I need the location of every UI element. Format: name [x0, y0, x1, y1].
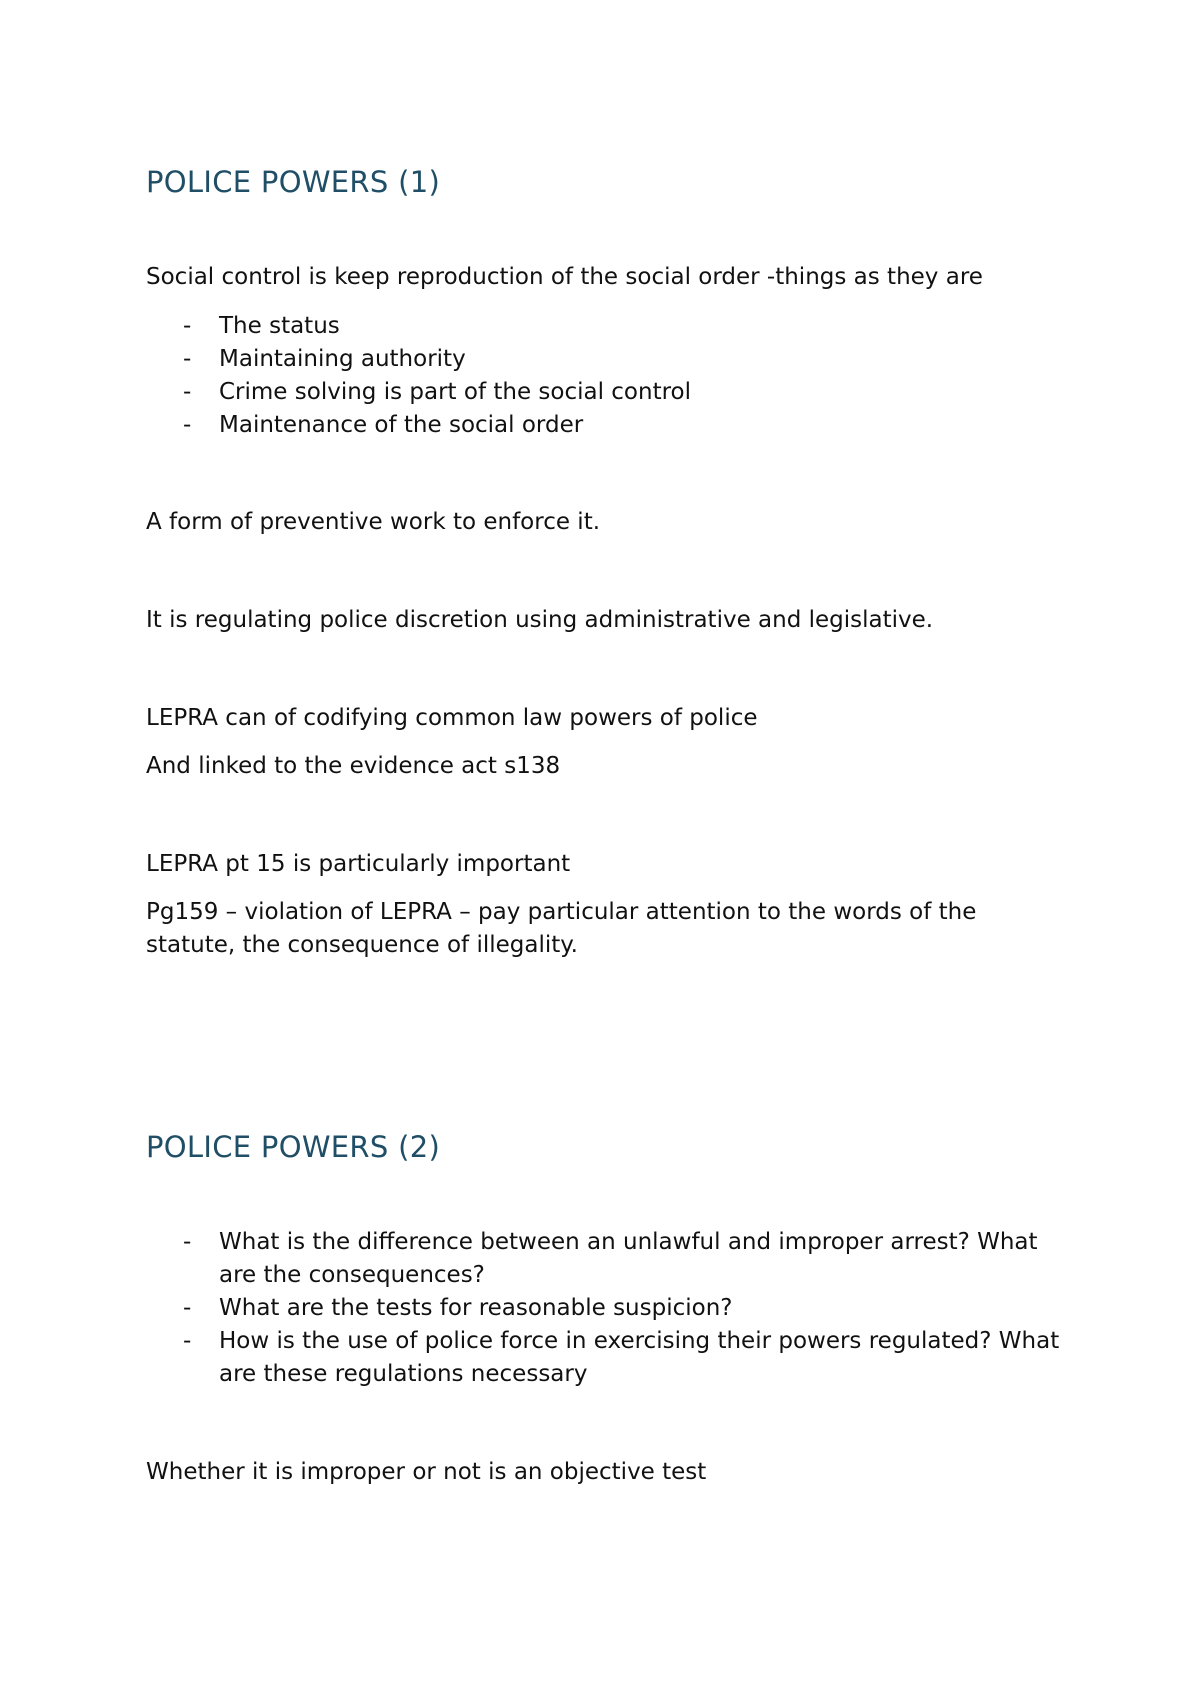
list-item	[146, 310, 1066, 343]
list-item	[146, 343, 1066, 376]
paragraph: LEPRA can of codifying common law powers of police	[146, 705, 758, 731]
section1-intro: Social control is keep reproduction of the social order -things as they are	[146, 264, 983, 290]
bullet-dash: -	[183, 313, 192, 339]
section2-bullet-list	[146, 1226, 1066, 1391]
bullet-dash: -	[183, 1328, 192, 1354]
section1-heading: POLICE POWERS (1)	[146, 165, 441, 199]
paragraph: Pg159 – violation of LEPRA – pay particular attention to the words of the statute, the consequence of illegality.	[146, 899, 977, 958]
list-item-text: The status	[219, 313, 340, 339]
list-item	[146, 1325, 1066, 1391]
list-item-text: What is the difference between an unlawful and improper arrest? What are the consequences?	[219, 1229, 1038, 1288]
paragraph: It is regulating police discretion using administrative and legislative.	[146, 607, 934, 633]
paragraph: LEPRA pt 15 is particularly important	[146, 851, 571, 877]
section2-heading: POLICE POWERS (2)	[146, 1130, 441, 1164]
list-item-text: What are the tests for reasonable suspicion?	[219, 1295, 733, 1321]
bullet-dash: -	[183, 412, 192, 438]
list-item	[146, 1226, 1066, 1292]
paragraph: And linked to the evidence act s138	[146, 753, 561, 779]
paragraph: Whether it is improper or not is an objective test	[146, 1459, 707, 1485]
list-item-text: How is the use of police force in exercising their powers regulated? What are these regulations necessary	[219, 1328, 1060, 1387]
paragraph: A form of preventive work to enforce it.	[146, 509, 601, 535]
bullet-dash: -	[183, 379, 192, 405]
bullet-dash: -	[183, 1229, 192, 1255]
bullet-dash: -	[183, 346, 192, 372]
list-item-text: Maintaining authority	[219, 346, 466, 372]
list-item	[146, 376, 1066, 409]
list-item	[146, 409, 1066, 442]
section1-bullet-list	[146, 310, 1066, 442]
list-item-text: Crime solving is part of the social control	[219, 379, 692, 405]
bullet-dash: -	[183, 1295, 192, 1321]
list-item-text: Maintenance of the social order	[219, 412, 584, 438]
list-item	[146, 1292, 1066, 1325]
